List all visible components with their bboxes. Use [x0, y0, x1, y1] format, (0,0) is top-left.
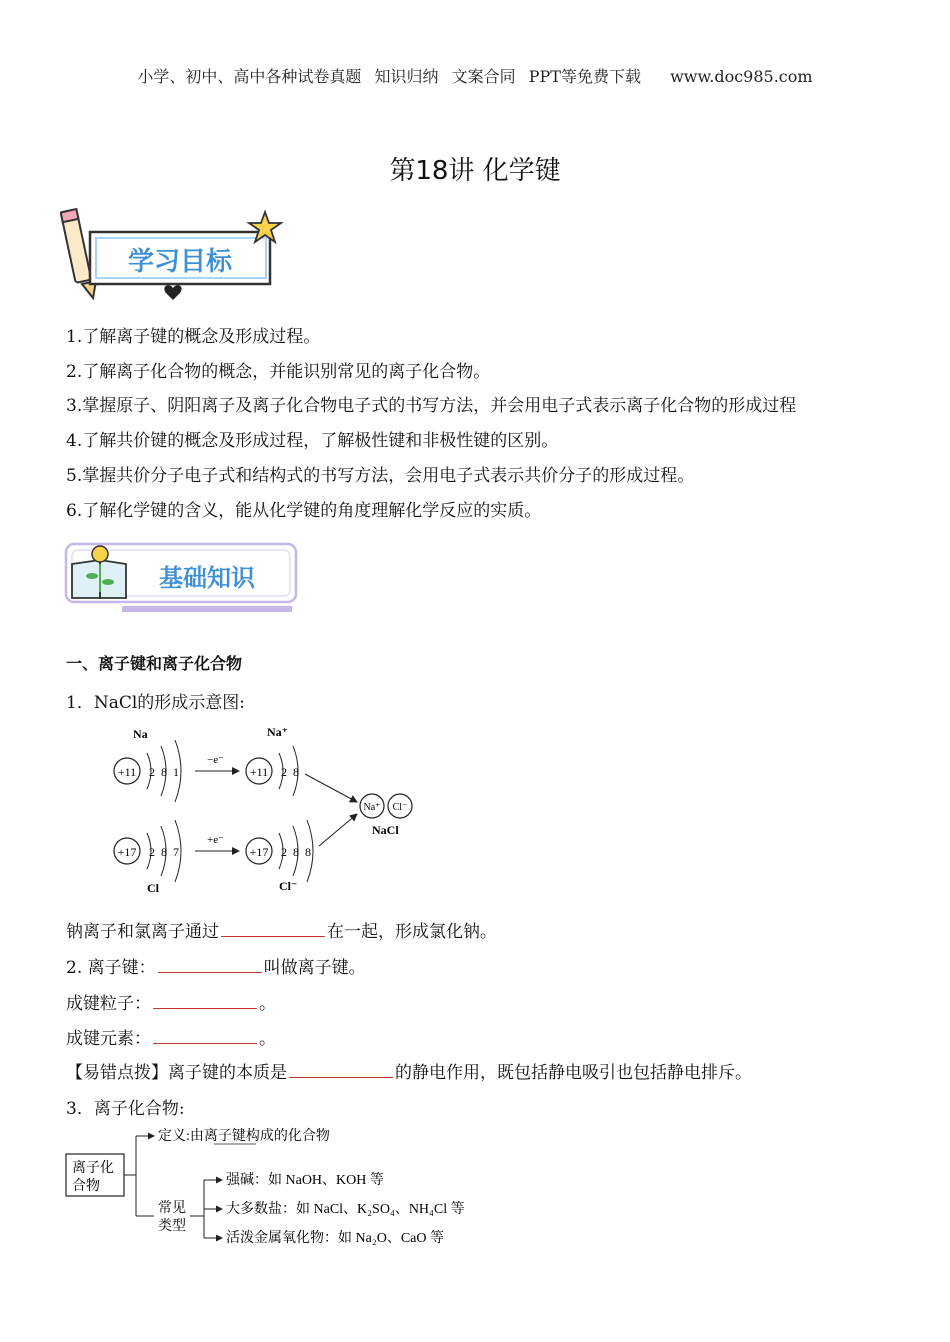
- fill-line-4-post: 。: [259, 1029, 276, 1049]
- answer-blank-4[interactable]: [153, 1027, 257, 1044]
- fill-line-1-post: 在一起，形成氯化钠。: [327, 922, 497, 942]
- objective-1: 1.了解离子键的概念及形成过程。: [66, 327, 321, 347]
- tree-type-strong-base: 强碱：如 NaOH、KOH 等: [226, 1173, 384, 1188]
- fill-line-5-post: 的静电作用，既包括静电吸引也包括静电排斥。: [395, 1063, 752, 1083]
- fill-line-3-pre: 成键粒子：: [66, 994, 151, 1014]
- header-text-1: 小学、初中、高中各种试卷真题: [137, 67, 362, 86]
- page-header: [0, 64, 950, 87]
- objective-6: 6.了解化学键的含义，能从化学键的角度理解化学反应的实质。: [66, 501, 542, 521]
- tree-definition: 定义:由离子键构成的化合物: [158, 1129, 330, 1144]
- objective-3: 3.掌握原子、阴阳离子及离子化合物电子式的书写方法，并会用电子式表示离子化合物的形成过程: [66, 396, 797, 416]
- na-ion-nucleus: +11: [249, 765, 269, 779]
- gain-electron-label: +e⁻: [207, 834, 224, 846]
- nacl-na-ion-label: Na⁺: [363, 802, 381, 813]
- cl-label: Cl: [147, 881, 159, 895]
- answer-blank-1[interactable]: [221, 920, 325, 937]
- nacl-cl-ion-label: Cl⁻: [392, 802, 408, 813]
- tree-type-metal-oxides: 活泼金属氧化物：如 Na₂O、CaO 等: [226, 1231, 444, 1246]
- item-3-label: 3．离子化合物:: [66, 1099, 185, 1119]
- fill-line-2: [66, 953, 366, 978]
- cl-ion-nucleus: +17: [249, 845, 269, 859]
- cl-ion-label: Cl⁻: [279, 879, 298, 893]
- fill-line-3-post: 。: [259, 994, 276, 1014]
- tree-root-line1: 离子化: [72, 1161, 114, 1176]
- header-text-3: 文案合同: [451, 67, 516, 86]
- section-1-title: 一、离子键和离子化合物: [66, 654, 243, 673]
- fill-line-2-pre: 2. 离子键：: [66, 958, 156, 978]
- header-text-2: 知识归纳: [374, 67, 439, 86]
- page-title: 第18讲 化学键: [389, 156, 561, 186]
- na-ion-label: Na⁺: [267, 725, 288, 739]
- objective-4: 4.了解共价键的概念及形成过程，了解极性键和非极性键的区别。: [66, 431, 559, 451]
- basic-knowledge-label: 基础知识: [159, 564, 255, 592]
- answer-blank-2[interactable]: [158, 956, 262, 973]
- lose-electron-label: −e⁻: [207, 754, 224, 766]
- na-shells: 2 8 1: [149, 765, 179, 779]
- answer-blank-5[interactable]: [289, 1061, 393, 1078]
- fill-line-4: [66, 1024, 276, 1049]
- answer-blank-3[interactable]: [153, 992, 257, 1009]
- fill-line-5-pre: 【易错点拨】离子键的本质是: [66, 1063, 287, 1083]
- header-text-4: PPT等免费下载: [528, 67, 641, 86]
- ionic-compound-tree: [62, 1120, 492, 1252]
- fill-line-1: [66, 917, 497, 942]
- cl-nucleus-charge: +17: [117, 845, 137, 859]
- fill-line-3: [66, 989, 276, 1014]
- na-ion-shells: 2 8: [281, 765, 299, 779]
- tree-types-line1: 常见: [158, 1201, 186, 1216]
- item-1-label: 1．NaCl的形成示意图:: [66, 693, 245, 713]
- cl-shells: 2 8 7: [149, 845, 179, 859]
- learning-goals-banner: [60, 200, 290, 305]
- learning-goals-label: 学习目标: [127, 247, 233, 277]
- basic-knowledge-banner: [62, 540, 302, 618]
- objective-2: 2.了解离子化合物的概念，并能识别常见的离子化合物。: [66, 362, 491, 382]
- na-label: Na: [133, 727, 148, 741]
- banner-underline: [122, 606, 292, 612]
- fill-line-1-pre: 钠离子和氯离子通过: [66, 922, 219, 942]
- fill-line-5: [66, 1058, 752, 1083]
- tree-root-line2: 合物: [72, 1179, 100, 1194]
- fill-line-2-post: 叫做离子键。: [263, 958, 366, 978]
- objective-5: 5.掌握共价分子电子式和结构式的书写方法，会用电子式表示共价分子的形成过程。: [66, 466, 695, 486]
- nacl-formation-diagram: [105, 718, 435, 898]
- tree-type-salts: 大多数盐：如 NaCl、K₂SO₄、NH₄Cl 等: [226, 1202, 465, 1217]
- na-nucleus-charge: +11: [117, 765, 137, 779]
- header-site-link[interactable]: www.doc985.com: [670, 67, 813, 86]
- heart-icon: [164, 285, 181, 300]
- nacl-label: NaCl: [372, 823, 399, 837]
- fill-line-4-pre: 成键元素：: [66, 1029, 151, 1049]
- tree-types-line2: 类型: [158, 1219, 186, 1234]
- cl-ion-shells: 2 8 8: [281, 845, 311, 859]
